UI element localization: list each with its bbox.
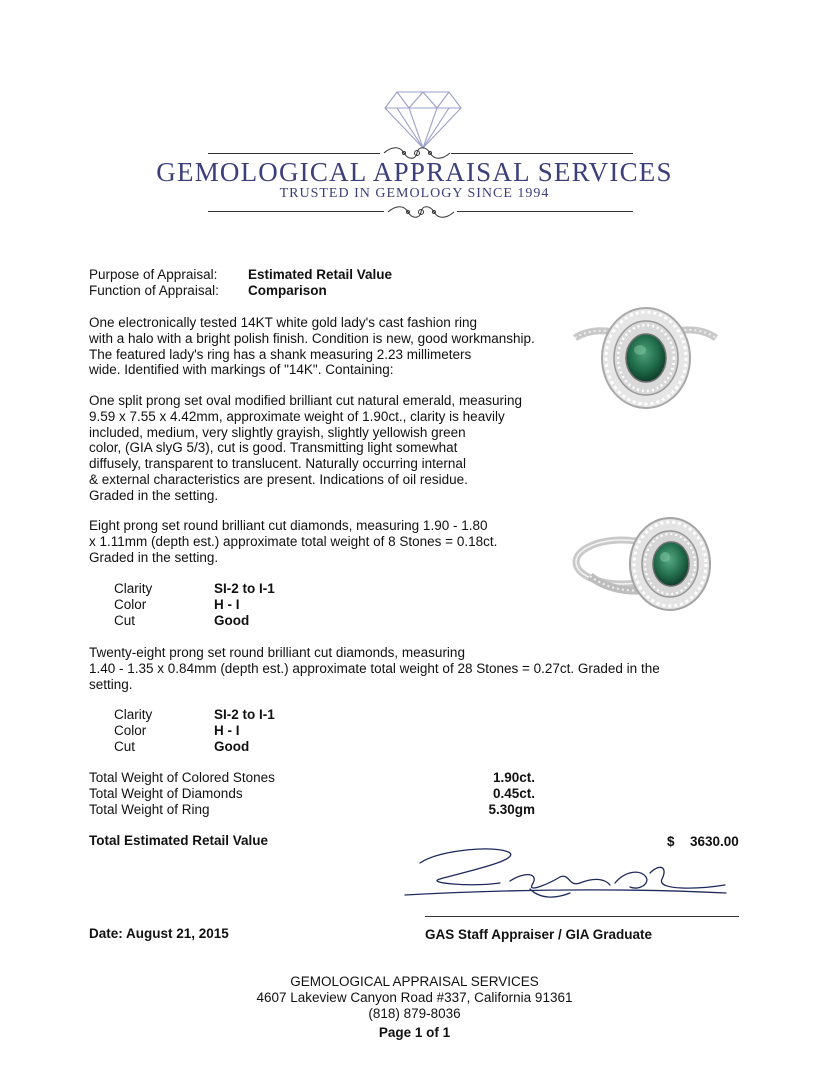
purpose-value: Estimated Retail Value — [248, 267, 393, 282]
grade-value: H - I — [214, 723, 240, 738]
signature-line — [425, 916, 739, 917]
grade-value: SI-2 to I-1 — [214, 707, 275, 722]
diamond-outline-icon — [383, 88, 463, 150]
purpose-label: Purpose of Appraisal: — [89, 267, 218, 282]
header-top-rule-right — [451, 153, 633, 154]
grade-label: Color — [114, 723, 147, 738]
signature-caption: GAS Staff Appraiser / GIA Graduate — [425, 927, 653, 942]
grade-value: Good — [214, 739, 250, 754]
flourish-ornament-bottom — [386, 203, 456, 221]
brand-tagline: TRUSTED IN GEMOLOGY SINCE 1994 — [279, 186, 550, 201]
header-bottom-rule-right — [457, 211, 633, 212]
footer-company: GEMOLOGICAL APPRAISAL SERVICES — [290, 974, 539, 989]
grade-label: Color — [114, 597, 147, 612]
total-value: 5.30gm — [488, 802, 535, 817]
retail-value-label: Total Estimated Retail Value — [89, 833, 269, 848]
header-bottom-rule-left — [208, 211, 384, 212]
grade-value: H - I — [214, 597, 240, 612]
function-value: Comparison — [248, 283, 327, 298]
grade-label: Clarity — [114, 707, 153, 722]
ring-top-view-image — [570, 298, 720, 418]
page-number: Page 1 of 1 — [378, 1025, 451, 1040]
total-label: Total Weight of Diamonds — [89, 786, 243, 801]
grade-value: Good — [214, 613, 250, 628]
ring-description: One electronically tested 14KT white gold lady's cast fashion ring with a halo with a bright polish finish. Condition is new, good workmanship. The featured lady's ring has a shank measuring 2.23 millimeters wide. Identified with markings of "14K". Containing: — [89, 315, 535, 378]
ring-angled-view-image — [570, 512, 720, 627]
total-value: 1.90ct. — [492, 770, 535, 785]
footer-address: 4607 Lakeview Canyon Road #337, California 91361 — [256, 990, 573, 1005]
footer-phone: (818) 879-8036 — [368, 1006, 461, 1021]
diamonds-group-2-description: Twenty-eight prong set round brilliant cut diamonds, measuring 1.40 - 1.35 x 0.84mm (depth est.) approximate total weight of 28 Stones = 0.27ct. Graded in the setting. — [89, 645, 660, 692]
grade-label: Clarity — [114, 581, 153, 596]
brand-title: GEMOLOGICAL APPRAISAL SERVICES — [156, 157, 673, 187]
currency-symbol: $ — [667, 834, 675, 849]
total-value: 0.45ct. — [492, 786, 535, 801]
grade-label: Cut — [114, 739, 136, 754]
total-label: Total Weight of Colored Stones — [89, 770, 275, 785]
emerald-description: One split prong set oval modified brilliant cut natural emerald, measuring 9.59 x 7.55 x 4.42mm, approximate weight of 1.90ct., clarity is heavily included, medium, very slightly grayish, slightly yellowish green color, (GIA slyG 5/3), cut is good. Transmitting light somewhat diffusely, transparent to translucent. Naturally occurring internal & external characteristics are present. Indications of oil residue. Graded in the setting. — [89, 393, 522, 503]
function-label: Function of Appraisal: — [89, 283, 219, 298]
grade-label: Cut — [114, 613, 136, 628]
header-top-rule-left — [208, 153, 380, 154]
diamonds-group-1-description: Eight prong set round brilliant cut diamonds, measuring 1.90 - 1.80 x 1.11mm (depth est.) approximate total weight of 8 Stones = 0.18ct. Graded in the setting. — [89, 518, 498, 565]
retail-value-amount: 3630.00 — [690, 834, 739, 849]
appraiser-signature — [400, 843, 730, 915]
total-label: Total Weight of Ring — [89, 802, 210, 817]
appraisal-date: Date: August 21, 2015 — [89, 926, 229, 941]
grade-value: SI-2 to I-1 — [214, 581, 275, 596]
